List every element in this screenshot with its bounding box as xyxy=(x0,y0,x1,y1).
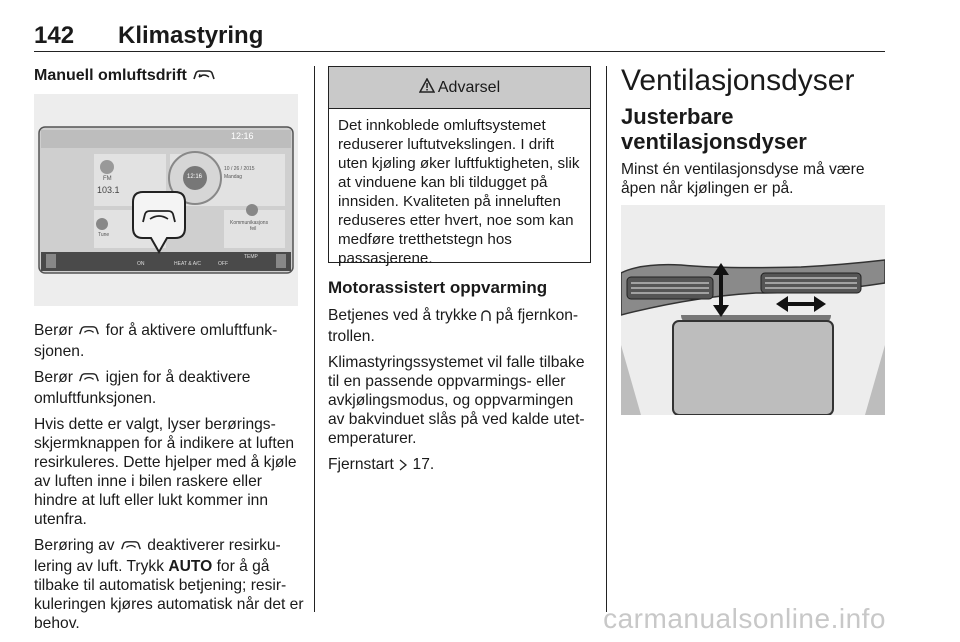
engine-heating-heading: Motorassistert oppvarming xyxy=(328,278,548,297)
right-column xyxy=(621,64,886,205)
header-rule xyxy=(34,51,885,52)
p2-text-a: Berør xyxy=(34,369,73,386)
screen-bottom-on: ON xyxy=(137,261,145,267)
p2-text-b: igjen for å deaktivere omluftfunksjonen. xyxy=(34,369,251,407)
screen-radio-freq: 103.1 xyxy=(97,185,120,195)
page-header xyxy=(34,22,263,50)
p1-text-a: Berør xyxy=(34,322,73,339)
left-paragraph-2 xyxy=(34,368,306,408)
screen-radio-band: FM xyxy=(103,176,112,182)
remote-start-icon xyxy=(481,308,491,327)
column-divider-right xyxy=(606,66,607,612)
screen-time: 12:16 xyxy=(231,131,254,141)
middle-paragraph-3 xyxy=(328,455,593,476)
left-paragraph-4 xyxy=(34,536,306,633)
screen-weekday: Mandag xyxy=(224,174,243,180)
middle-column xyxy=(328,278,593,483)
chapter-title: Klimastyring xyxy=(118,22,264,49)
warning-icon xyxy=(419,78,435,98)
recirculation-heading-text: Manuell omluftsdrift xyxy=(34,67,187,84)
p4-text-a: Berøring av xyxy=(34,537,115,554)
left-paragraph-1 xyxy=(34,321,306,361)
warning-box xyxy=(328,66,591,267)
warning-header xyxy=(329,67,590,109)
recirculation-icon xyxy=(77,370,101,389)
infotainment-screen-figure xyxy=(34,94,298,306)
screen-clock: 12:16 xyxy=(187,174,203,180)
auto-keyword: AUTO xyxy=(168,558,213,575)
m-p3-a: Fjernstart xyxy=(328,456,394,473)
recirculation-icon xyxy=(119,538,143,557)
right-paragraph-1: Minst én ventilasjonsdyse må være åpen når kjølingen er på. xyxy=(621,161,865,197)
watermark: carmanualsonline.info xyxy=(603,603,886,634)
warning-text: Det innkoblede omluftsystemet reduserer luftutvekslingen. I drift uten kjøling øker luftfuktigheten, slik at vinduene kan bli tildugget på innsiden. Kvaliteten på inneluften reduseres etter hvert, noe som kan medføre tretthetstegn hos passasjerene. xyxy=(338,117,580,267)
screen-date: 10 / 26 / 2015 xyxy=(224,166,255,172)
screen-bottom-temp: TEMP xyxy=(244,254,258,260)
left-body xyxy=(34,321,306,640)
screen-tune-label: Tune xyxy=(98,232,110,238)
left-column xyxy=(34,66,306,87)
p4-text-b: deaktiverer resirku-lering av luft. Trykk xyxy=(34,537,281,575)
recirculation-icon xyxy=(77,323,101,342)
m-p3-b: 17. xyxy=(412,456,435,473)
vent-figure xyxy=(621,205,885,415)
screen-comm-label2: feil xyxy=(250,226,257,232)
page-number: 142 xyxy=(34,22,75,49)
middle-paragraph-1 xyxy=(328,306,593,346)
m-p1-b: på fjernkon-trollen. xyxy=(328,307,579,345)
page-reference-icon xyxy=(398,457,408,476)
p1-text-b: for å aktivere omluftfunk-sjonen. xyxy=(34,322,278,360)
m-p1-a: Betjenes ved å trykke xyxy=(328,307,478,324)
screen-comm-label: Kommunikasjons xyxy=(230,220,269,226)
p4-text-d: for å gå tilbake til automatisk betjening; resir-kuleringen kjøres automatisk når det er behov. xyxy=(34,558,304,632)
column-divider-left xyxy=(314,66,315,612)
adjustable-vents-subtitle: Justerbare ventilasjonsdyser xyxy=(621,104,807,154)
left-paragraph-3: Hvis dette er valgt, lyser berørings-skjermknappen for å indikere at luften resirkuleres. Dette hjelper med å kjøle av luften inne i bilen raskere eller hindre at luft eller lukt kommer inn utenfra. xyxy=(34,416,297,528)
section-heading-recirculation xyxy=(34,66,306,87)
recirculation-icon xyxy=(191,68,217,87)
screen-bottom-heat: HEAT & A/C xyxy=(174,261,202,267)
middle-paragraph-2: Klimastyringssystemet vil falle tilbake til en passende oppvarmings- eller avkjølingsmodus, og oppvarmingen av bakvinduet slås på ved kalde utet-emperaturer. xyxy=(328,354,585,447)
screen-bottom-off: OFF xyxy=(218,261,228,267)
warning-title: Advarsel xyxy=(437,78,501,96)
ventilation-title: Ventilasjonsdyser xyxy=(621,64,855,97)
